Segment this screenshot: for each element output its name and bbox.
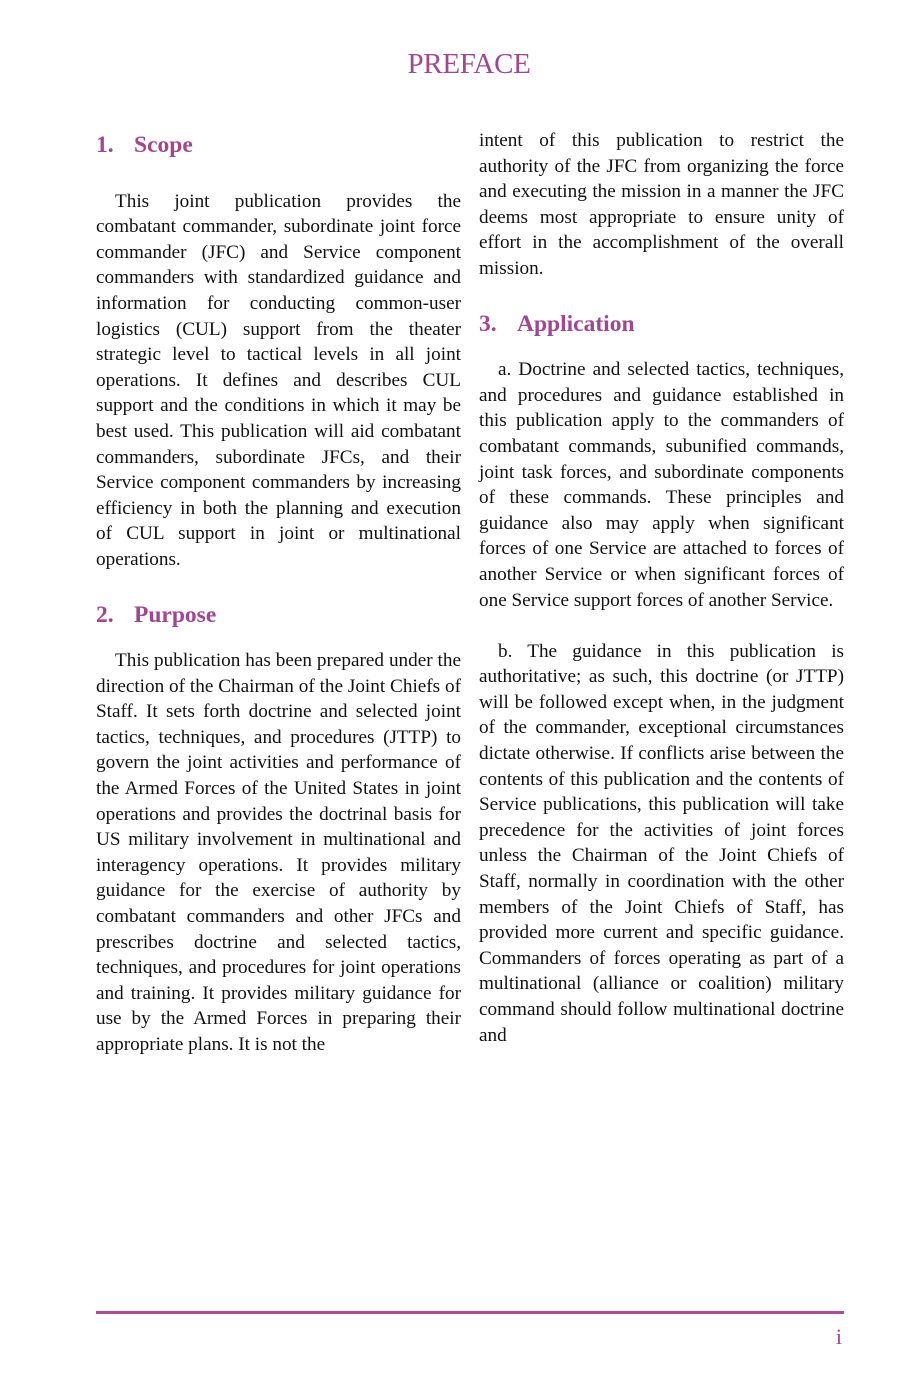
scope-title: Scope xyxy=(134,132,193,158)
scope-paragraph: This joint publication provides the combatant commander, subordinate joint force commander (JFC) and Service component commanders with standardized guidance and information for conducting common-user logistics (CUL) support from the theater strategic level to tactical levels in all joint operations. It defines and describes CUL support and the conditions in which it may be best used. This publication will aid combatant commanders, subordinate JFCs, and their Service component commanders by increasing efficiency in both the planning and execution of CUL support in joint or multinational operations. xyxy=(96,190,461,570)
purpose-heading xyxy=(96,598,461,633)
right-column xyxy=(479,128,844,1048)
purpose-paragraph-continued: intent of this publication to restrict the authority of the JFC from organizing the force and executing the mission in a manner the JFC deems most appropriate to ensure unity of effort in the accomplishment of the overall mission. xyxy=(479,130,844,279)
left-column xyxy=(96,128,461,1058)
application-heading xyxy=(479,307,844,342)
purpose-paragraph: This publication has been prepared under the direction of the Chairman of the Joint Chiefs of Staff. It sets forth doctrine and selected joint tactics, techniques, and procedures (JTTP) to govern the joint activities and performance of the Armed Forces of the United States in joint operations and provides the doctrinal basis for US military involvement in multinational and interagency operations. It provides military guidance for the exercise of authority by combatant commanders and other JFCs and prescribes doctrine and selected tactics, techniques, and procedures for joint operations and training. It provides military guidance for use by the Armed Forces in preparing their appropriate plans. It is not the xyxy=(96,650,461,1055)
application-paragraph-a: a. Doctrine and selected tactics, techniques, and procedures and guidance established in this publication apply to the commanders of combatant commands, subunified commands, joint task forces, and subordinate components of these commands. These principles and guidance also may apply when significant forces of one Service are attached to forces of another Service or when significant forces of one Service support forces of another Service. xyxy=(479,359,844,611)
page-title: PREFACE xyxy=(407,48,531,80)
application-title: Application xyxy=(517,311,635,338)
application-number: 3. xyxy=(479,311,497,338)
application-paragraph-b: b. The guidance in this publication is authoritative; as such, this doctrine (or JTTP) will be followed except when, in the judgment of the commander, exceptional circumstances dictate otherwise. If conflicts arise between the contents of this publication and the contents of Service publications, this publication will take precedence for the activities of joint forces unless the Chairman of the Joint Chiefs of Staff, normally in coordination with the other members of the Joint Chiefs of Staff, has provided more current and specific guidance. Commanders of forces operating as part of a multinational (alliance or coalition) military command should follow multinational doctrine and xyxy=(479,640,844,1046)
scope-number: 1. xyxy=(96,132,114,158)
purpose-title: Purpose xyxy=(134,602,217,629)
footer-rule xyxy=(96,1311,844,1314)
page-number: i xyxy=(835,1324,842,1349)
purpose-number: 2. xyxy=(96,602,114,629)
scope-heading xyxy=(96,128,461,163)
